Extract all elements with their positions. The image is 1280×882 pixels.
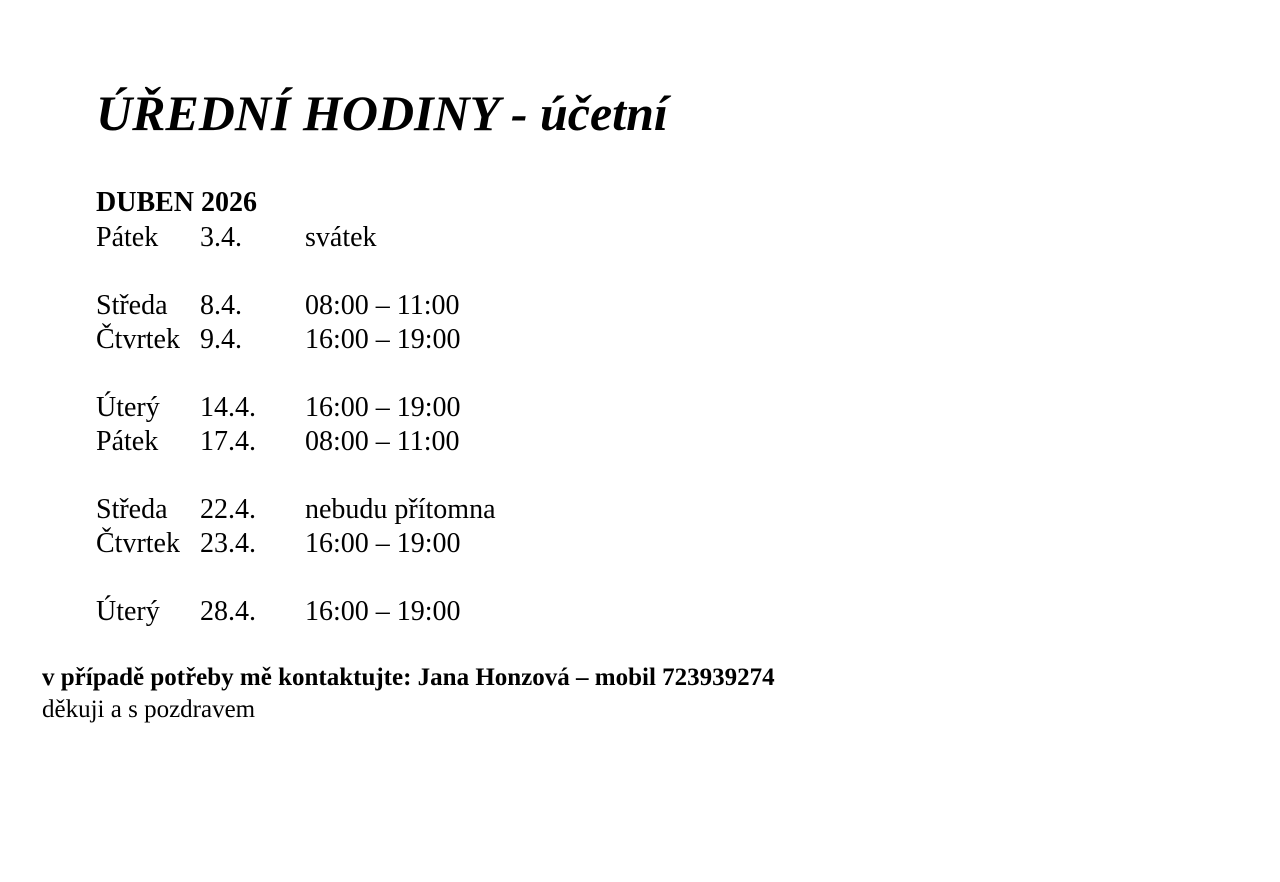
schedule-hours: 08:00 – 11:00 xyxy=(305,290,460,321)
month-heading: DUBEN 2026 xyxy=(96,187,258,218)
schedule-date: 9.4. xyxy=(200,324,242,355)
schedule-hours: 16:00 – 19:00 xyxy=(305,392,461,423)
schedule-date: 17.4. xyxy=(200,426,256,457)
schedule-day: Pátek xyxy=(96,426,159,457)
schedule-day: Čtvrtek xyxy=(96,528,180,559)
schedule-day: Úterý xyxy=(96,596,160,627)
schedule-date: 22.4. xyxy=(200,494,256,525)
schedule-hours: nebudu přítomna xyxy=(305,494,496,525)
schedule-row xyxy=(96,323,496,357)
schedule-row xyxy=(96,595,496,629)
contact-line: v případě potřeby mě kontaktujte: Jana Honzová – mobil 723939274 xyxy=(42,664,775,691)
schedule-date: 28.4. xyxy=(200,596,256,627)
schedule-row xyxy=(96,493,496,527)
schedule-day: Středa xyxy=(96,494,168,525)
schedule-row xyxy=(96,425,496,459)
schedule-row xyxy=(96,391,496,425)
schedule-list xyxy=(96,221,496,629)
schedule-row xyxy=(96,221,496,255)
schedule-hours: 16:00 – 19:00 xyxy=(305,528,461,559)
schedule-row xyxy=(96,289,496,323)
schedule-date: 8.4. xyxy=(200,290,242,321)
greeting-line: děkuji a s pozdravem xyxy=(42,696,256,723)
schedule-day: Středa xyxy=(96,290,168,321)
schedule-day: Úterý xyxy=(96,392,160,423)
schedule-day: Čtvrtek xyxy=(96,324,180,355)
schedule-hours: 08:00 – 11:00 xyxy=(305,426,460,457)
schedule-hours: 16:00 – 19:00 xyxy=(305,324,461,355)
schedule-day: Pátek xyxy=(96,222,159,253)
schedule-date: 3.4. xyxy=(200,222,242,253)
schedule-hours: 16:00 – 19:00 xyxy=(305,596,461,627)
schedule-row xyxy=(96,527,496,561)
schedule-date: 23.4. xyxy=(200,528,256,559)
page-title: ÚŘEDNÍ HODINY - účetní xyxy=(96,85,668,141)
schedule-hours: svátek xyxy=(305,222,377,253)
schedule-date: 14.4. xyxy=(200,392,256,423)
